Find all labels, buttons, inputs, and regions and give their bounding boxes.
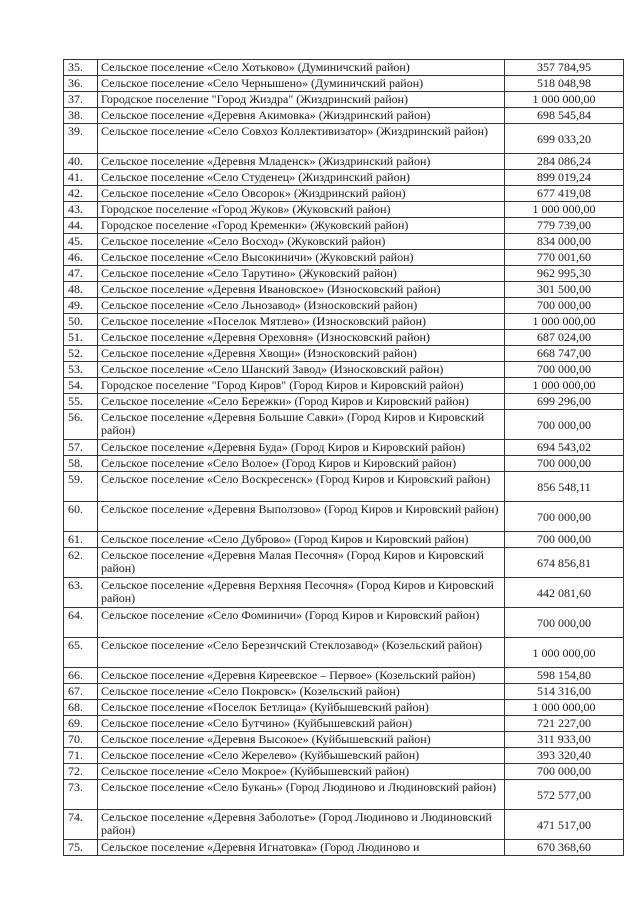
table-row [64, 266, 624, 282]
table-row [64, 250, 624, 266]
subsidy-amount: 674 856,81 [505, 548, 624, 578]
settlement-name: Сельское поселение «Деревня Киреевское – Первое» (Козельский район) [98, 668, 505, 684]
subsidy-amount: 962 995,30 [505, 266, 624, 282]
settlement-name: Сельское поселение «Деревня Хвощи» (Износковский район) [98, 346, 505, 362]
row-number: 46. [64, 250, 98, 266]
settlement-name: Сельское поселение «Деревня Верхняя Песочня» (Город Киров и Кировский район) [98, 578, 505, 608]
subsidy-amount: 301 500,00 [505, 282, 624, 298]
settlement-name: Сельское поселение «Село Бутчино» (Куйбышевский район) [98, 716, 505, 732]
table-row [64, 456, 624, 472]
subsidy-amount: 700 000,00 [505, 608, 624, 638]
subsidy-amount: 514 316,00 [505, 684, 624, 700]
settlement-name: Сельское поселение «Село Восход» (Жуковский район) [98, 234, 505, 250]
table-row [64, 108, 624, 124]
row-number: 41. [64, 170, 98, 186]
subsidy-amount: 700 000,00 [505, 532, 624, 548]
settlement-name: Сельское поселение «Село Совхоз Коллективизатор» (Жиздринский район) [98, 124, 505, 154]
table-row [64, 578, 624, 608]
settlement-name: Сельское поселение «Село Студенец» (Жиздринский район) [98, 170, 505, 186]
table-row [64, 170, 624, 186]
subsidy-amount: 357 784,95 [505, 60, 624, 76]
subsidy-amount: 694 543,02 [505, 440, 624, 456]
subsidy-amount: 700 000,00 [505, 456, 624, 472]
settlement-name: Сельское поселение «Село Чернышено» (Думиничский район) [98, 76, 505, 92]
settlement-name: Сельское поселение «Село Дуброво» (Город Киров и Кировский район) [98, 532, 505, 548]
table-row [64, 314, 624, 330]
row-number: 54. [64, 378, 98, 394]
row-number: 62. [64, 548, 98, 578]
table-row [64, 638, 624, 668]
settlement-name: Сельское поселение «Село Льнозавод» (Износковский район) [98, 298, 505, 314]
subsidy-amount: 700 000,00 [505, 362, 624, 378]
row-number: 58. [64, 456, 98, 472]
row-number: 47. [64, 266, 98, 282]
table-row [64, 362, 624, 378]
row-number: 38. [64, 108, 98, 124]
subsidy-amount: 1 000 000,00 [505, 314, 624, 330]
row-number: 64. [64, 608, 98, 638]
table-row [64, 608, 624, 638]
allocation-table-body [64, 60, 624, 856]
row-number: 45. [64, 234, 98, 250]
row-number: 53. [64, 362, 98, 378]
row-number: 42. [64, 186, 98, 202]
settlement-name: Сельское поселение «Поселок Бетлица» (Куйбышевский район) [98, 700, 505, 716]
subsidy-amount: 393 320,40 [505, 748, 624, 764]
row-number: 68. [64, 700, 98, 716]
table-row [64, 700, 624, 716]
settlement-name: Сельское поселение «Деревня Высокое» (Куйбышевский район) [98, 732, 505, 748]
subsidy-amount: 311 933,00 [505, 732, 624, 748]
settlement-name: Городское поселение «Город Кременки» (Жуковский район) [98, 218, 505, 234]
table-row [64, 202, 624, 218]
table-row [64, 60, 624, 76]
subsidy-amount: 779 739,00 [505, 218, 624, 234]
subsidy-amount: 1 000 000,00 [505, 638, 624, 668]
table-row [64, 472, 624, 502]
table-row [64, 780, 624, 810]
settlement-name: Сельское поселение «Село Букань» (Город Людиново и Людиновский район) [98, 780, 505, 810]
table-row [64, 186, 624, 202]
row-number: 50. [64, 314, 98, 330]
table-row [64, 92, 624, 108]
table-row [64, 840, 624, 856]
settlement-name: Сельское поселение «Село Мокрое» (Куйбышевский район) [98, 764, 505, 780]
subsidy-amount: 572 577,00 [505, 780, 624, 810]
table-row [64, 716, 624, 732]
table-row [64, 154, 624, 170]
row-number: 43. [64, 202, 98, 218]
settlement-name: Сельское поселение «Село Волое» (Город Киров и Кировский район) [98, 456, 505, 472]
subsidy-amount: 899 019,24 [505, 170, 624, 186]
subsidy-amount: 284 086,24 [505, 154, 624, 170]
subsidy-amount: 700 000,00 [505, 298, 624, 314]
settlement-name: Сельское поселение «Село Березичский Стеклозавод» (Козельский район) [98, 638, 505, 668]
table-row [64, 810, 624, 840]
table-row [64, 234, 624, 250]
settlement-name: Сельское поселение «Деревня Младенск» (Жиздринский район) [98, 154, 505, 170]
subsidy-amount: 518 048,98 [505, 76, 624, 92]
table-row [64, 76, 624, 92]
settlement-name: Сельское поселение «Село Тарутино» (Жуковский район) [98, 266, 505, 282]
table-row [64, 548, 624, 578]
subsidy-amount: 700 000,00 [505, 764, 624, 780]
settlement-name: Сельское поселение «Село Высокиничи» (Жуковский район) [98, 250, 505, 266]
subsidy-amount: 668 747,00 [505, 346, 624, 362]
table-row [64, 764, 624, 780]
row-number: 48. [64, 282, 98, 298]
row-number: 73. [64, 780, 98, 810]
settlement-name: Сельское поселение «Поселок Мятлево» (Износковский район) [98, 314, 505, 330]
table-row [64, 218, 624, 234]
row-number: 66. [64, 668, 98, 684]
subsidy-amount: 699 033,20 [505, 124, 624, 154]
row-number: 72. [64, 764, 98, 780]
row-number: 52. [64, 346, 98, 362]
table-row [64, 748, 624, 764]
table-row [64, 684, 624, 700]
subsidy-amount: 677 419,08 [505, 186, 624, 202]
subsidy-amount: 700 000,00 [505, 502, 624, 532]
settlement-name: Сельское поселение «Деревня Заболотье» (Город Людиново и Людиновский район) [98, 810, 505, 840]
settlement-name: Городское поселение "Город Жиздра" (Жиздринский район) [98, 92, 505, 108]
row-number: 44. [64, 218, 98, 234]
row-number: 71. [64, 748, 98, 764]
row-number: 49. [64, 298, 98, 314]
table-row [64, 532, 624, 548]
settlement-name: Сельское поселение «Деревня Ивановское» (Износковский район) [98, 282, 505, 298]
row-number: 35. [64, 60, 98, 76]
row-number: 37. [64, 92, 98, 108]
subsidy-amount: 1 000 000,00 [505, 202, 624, 218]
row-number: 36. [64, 76, 98, 92]
settlement-name: Сельское поселение «Село Фоминичи» (Город Киров и Кировский район) [98, 608, 505, 638]
table-row [64, 282, 624, 298]
row-number: 39. [64, 124, 98, 154]
subsidy-amount: 598 154,80 [505, 668, 624, 684]
table-row [64, 124, 624, 154]
row-number: 69. [64, 716, 98, 732]
settlement-name: Сельское поселение «Село Бережки» (Город Киров и Кировский район) [98, 394, 505, 410]
settlement-name: Сельское поселение «Село Шанский Завод» (Износковский район) [98, 362, 505, 378]
subsidy-amount: 670 368,60 [505, 840, 624, 856]
subsidy-amount: 699 296,00 [505, 394, 624, 410]
subsidy-amount: 700 000,00 [505, 410, 624, 440]
table-row [64, 410, 624, 440]
subsidy-amount: 471 517,00 [505, 810, 624, 840]
settlement-name: Сельское поселение «Деревня Буда» (Город Киров и Кировский район) [98, 440, 505, 456]
row-number: 67. [64, 684, 98, 700]
row-number: 75. [64, 840, 98, 856]
settlement-name: Сельское поселение «Деревня Большие Савки» (Город Киров и Кировский район) [98, 410, 505, 440]
subsidy-amount: 1 000 000,00 [505, 700, 624, 716]
table-row [64, 330, 624, 346]
settlement-name: Сельское поселение «Село Овсорок» (Жиздринский район) [98, 186, 505, 202]
subsidy-amount: 698 545,84 [505, 108, 624, 124]
row-number: 60. [64, 502, 98, 532]
subsidy-amount: 1 000 000,00 [505, 378, 624, 394]
subsidy-amount: 442 081,60 [505, 578, 624, 608]
settlement-name: Сельское поселение «Село Жерелево» (Куйбышевский район) [98, 748, 505, 764]
row-number: 63. [64, 578, 98, 608]
settlement-name: Городское поселение «Город Жуков» (Жуковский район) [98, 202, 505, 218]
subsidy-amount: 770 001,60 [505, 250, 624, 266]
table-row [64, 298, 624, 314]
subsidy-amount: 687 024,00 [505, 330, 624, 346]
row-number: 57. [64, 440, 98, 456]
table-row [64, 732, 624, 748]
row-number: 56. [64, 410, 98, 440]
settlement-name: Сельское поселение «Деревня Акимовка» (Жиздринский район) [98, 108, 505, 124]
settlement-name: Сельское поселение «Деревня Ореховня» (Износковский район) [98, 330, 505, 346]
row-number: 70. [64, 732, 98, 748]
subsidy-amount: 856 548,11 [505, 472, 624, 502]
row-number: 61. [64, 532, 98, 548]
table-row [64, 668, 624, 684]
settlement-name: Сельское поселение «Село Воскресенск» (Город Киров и Кировский район) [98, 472, 505, 502]
table-row [64, 378, 624, 394]
row-number: 74. [64, 810, 98, 840]
subsidy-amount: 1 000 000,00 [505, 92, 624, 108]
settlement-name: Сельское поселение «Деревня Игнатовка» (Город Людиново и [98, 840, 505, 856]
table-row [64, 440, 624, 456]
allocation-table [63, 59, 624, 856]
settlement-name: Сельское поселение «Деревня Выползово» (Город Киров и Кировский район) [98, 502, 505, 532]
row-number: 40. [64, 154, 98, 170]
settlement-name: Сельское поселение «Село Покровск» (Козельский район) [98, 684, 505, 700]
table-row [64, 394, 624, 410]
table-row [64, 502, 624, 532]
subsidy-amount: 721 227,00 [505, 716, 624, 732]
subsidy-amount: 834 000,00 [505, 234, 624, 250]
row-number: 65. [64, 638, 98, 668]
row-number: 51. [64, 330, 98, 346]
settlement-name: Городское поселение "Город Киров" (Город Киров и Кировский район) [98, 378, 505, 394]
row-number: 55. [64, 394, 98, 410]
row-number: 59. [64, 472, 98, 502]
settlement-name: Сельское поселение «Деревня Малая Песочня» (Город Киров и Кировский район) [98, 548, 505, 578]
settlement-name: Сельское поселение «Село Хотьково» (Думиничский район) [98, 60, 505, 76]
table-row [64, 346, 624, 362]
